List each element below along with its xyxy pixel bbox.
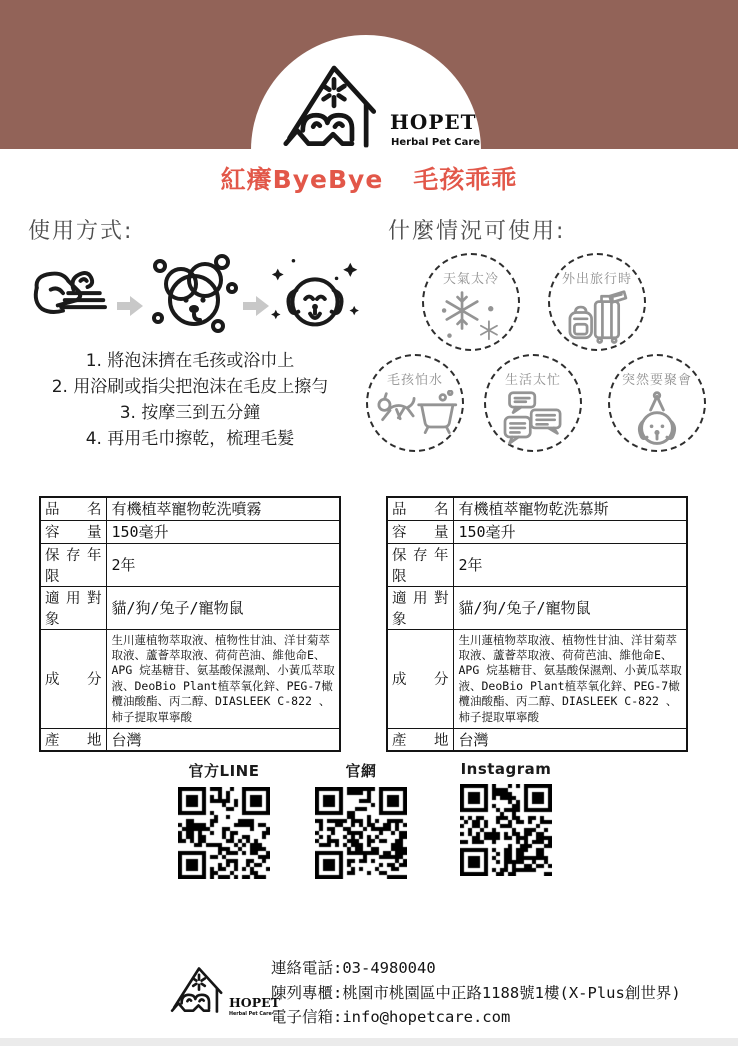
spec-label: 保存年限 xyxy=(40,543,106,586)
spec-value: 2年 xyxy=(106,543,340,586)
spec-label: 成分 xyxy=(387,629,453,728)
situation-label: 天氣太冷 xyxy=(442,272,499,287)
slogan-left: 紅癢ByeBye xyxy=(220,165,384,194)
qr-label: Instagram xyxy=(460,760,552,778)
qr-code-website xyxy=(315,787,407,879)
footer-address: 陳列專櫃:桃園市桃園區中正路1188號1樓(X-Plus創世界) xyxy=(271,983,681,1002)
situation-circle-sudden-party xyxy=(608,354,706,452)
spec-label: 產地 xyxy=(387,728,453,751)
footer-brand-name: HOPET xyxy=(229,995,280,1010)
spec-label: 容量 xyxy=(40,520,106,543)
product-spec-table-spray xyxy=(39,496,341,752)
situation-circle-afraid-of-water xyxy=(366,354,464,452)
spec-value: 貓/狗/兔子/寵物鼠 xyxy=(106,586,340,629)
spec-label: 適用對象 xyxy=(40,586,106,629)
happy-dog-icon xyxy=(266,252,364,344)
footer-phone: 連絡電話:03-4980040 xyxy=(271,959,436,977)
footer-brand-subtitle: Herbal Pet Care xyxy=(229,1012,272,1017)
usage-step: 3. 按摩三到五分鐘 xyxy=(119,403,261,423)
brand-subtitle: Herbal Pet Care xyxy=(391,137,481,148)
spec-value: 有機植萃寵物乾洗噴霧 xyxy=(106,497,340,520)
qr-block-line xyxy=(178,760,270,879)
situation-label: 外出旅行時 xyxy=(561,272,632,287)
chat-bubbles-icon xyxy=(500,390,566,446)
qr-label: 官網 xyxy=(345,762,377,780)
footer-email: 電子信箱:info@hopetcare.com xyxy=(271,1008,511,1026)
spec-value: 150毫升 xyxy=(106,520,340,543)
table-row xyxy=(40,497,340,520)
usage-section-title: 使用方式: xyxy=(28,219,134,244)
spec-label: 品名 xyxy=(387,497,453,520)
situation-circle-cold-weather xyxy=(422,253,520,351)
usage-steps xyxy=(16,348,364,452)
table-row xyxy=(40,586,340,629)
spec-value: 有機植萃寵物乾洗慕斯 xyxy=(453,497,687,520)
spec-value: 台灣 xyxy=(106,728,340,751)
table-row xyxy=(40,520,340,543)
table-row xyxy=(387,520,687,543)
qr-block-website xyxy=(315,760,407,879)
bottom-strip xyxy=(0,1038,738,1046)
snowflakes-icon xyxy=(436,289,506,341)
table-row xyxy=(40,543,340,586)
spec-label: 品名 xyxy=(40,497,106,520)
spec-label: 適用對象 xyxy=(387,586,453,629)
situation-label: 毛孩怕水 xyxy=(386,373,443,388)
luggage-icon xyxy=(563,289,631,345)
dog-bathtub-icon xyxy=(372,390,458,440)
table-row xyxy=(40,728,340,751)
spec-label: 產地 xyxy=(40,728,106,751)
slogan xyxy=(0,160,738,196)
situation-circle-travel xyxy=(548,253,646,351)
arrow-right-icon xyxy=(116,294,144,318)
spec-label: 保存年限 xyxy=(387,543,453,586)
usage-step: 1. 將泡沫擠在毛孩或浴巾上 xyxy=(85,351,295,371)
hand-foam-icon xyxy=(28,262,112,340)
product-spec-table-mousse xyxy=(386,496,688,752)
table-row xyxy=(387,497,687,520)
spec-value: 生川蓮植物萃取液、植物性甘油、洋甘菊萃取液、蘆薈萃取液、荷荷芭油、維他命E、APG 烷基糖苷、氨基酸保濕劑、小黃瓜萃取液、DeoBio Plant植萃氧化鋅、PEG-7橄欖油酸酯、丙二醇、DIASLEEK C-822 、柿子提取單寧酸 xyxy=(106,629,340,728)
usage-step: 4. 再用毛巾擦乾，梳理毛髮 xyxy=(85,429,295,449)
table-row xyxy=(387,586,687,629)
usage-step: 2. 用浴刷或指尖把泡沫在毛皮上擦勻 xyxy=(51,377,329,397)
table-row xyxy=(387,629,687,728)
qr-label: 官方LINE xyxy=(188,762,260,780)
table-row xyxy=(387,543,687,586)
situation-label: 突然要聚會 xyxy=(621,373,692,388)
spec-label: 容量 xyxy=(387,520,453,543)
spec-label: 成分 xyxy=(40,629,106,728)
spec-value: 生川蓮植物萃取液、植物性甘油、洋甘菊萃取液、蘆薈萃取液、荷荷芭油、維他命E、APG 烷基糖苷、氨基酸保濕劑、小黃瓜萃取液、DeoBio Plant植萃氧化鋅、PEG-7橄欖油酸酯、丙二醇、DIASLEEK C-822 、柿子提取單寧酸 xyxy=(453,629,687,728)
hopet-house-logo-icon xyxy=(282,58,386,148)
spec-value: 貓/狗/兔子/寵物鼠 xyxy=(453,586,687,629)
table-row xyxy=(40,629,340,728)
spec-value: 150毫升 xyxy=(453,520,687,543)
brand-name: HOPET xyxy=(390,110,477,134)
hopet-house-logo-icon xyxy=(170,961,228,1015)
slogan-right: 毛孩乖乖 xyxy=(413,165,518,194)
situation-label: 生活太忙 xyxy=(504,373,561,388)
situations-section-title: 什麼情況可使用: xyxy=(388,219,566,244)
footer-contact xyxy=(271,956,681,1030)
table-row xyxy=(387,728,687,751)
foamy-dog-icon xyxy=(148,252,240,344)
qr-block-instagram xyxy=(460,760,552,876)
spec-value: 台灣 xyxy=(453,728,687,751)
qr-code-instagram xyxy=(460,784,552,876)
situation-circle-busy-life xyxy=(484,354,582,452)
spec-value: 2年 xyxy=(453,543,687,586)
qr-code-line xyxy=(178,787,270,879)
party-dog-icon xyxy=(627,390,687,448)
